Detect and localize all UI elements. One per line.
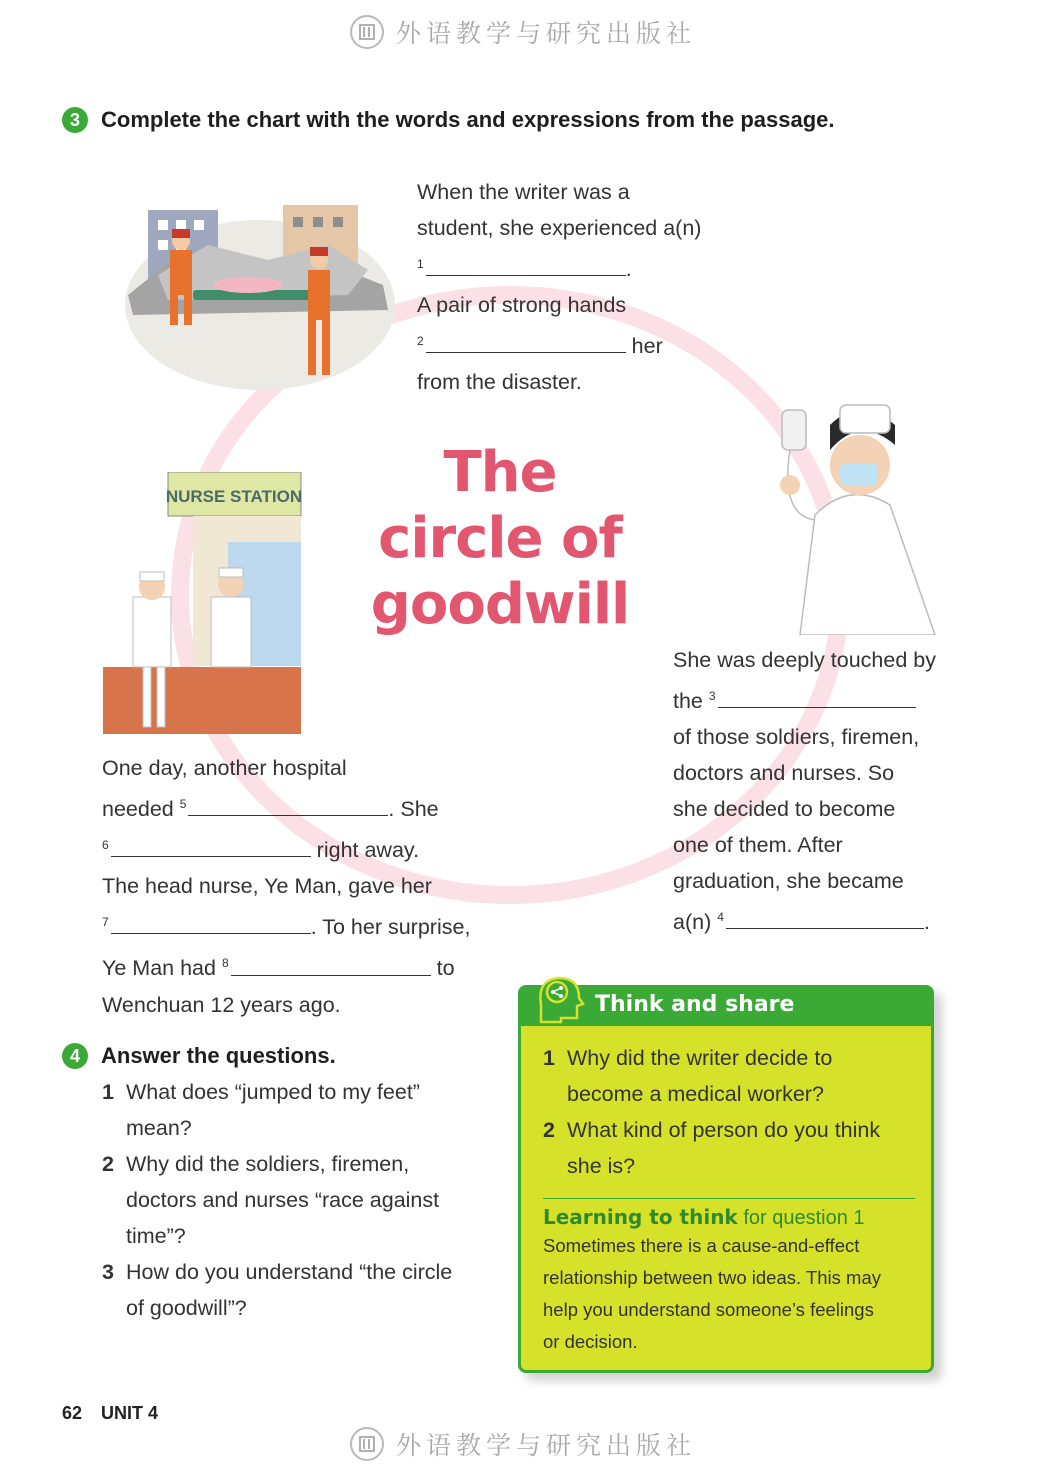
- box1-line: from the disaster.: [417, 370, 582, 395]
- question-number: 3: [102, 1260, 114, 1284]
- box2-line: one of them. After: [673, 833, 843, 858]
- question-item: [102, 1254, 452, 1326]
- question-text: What kind of person do you think: [567, 1118, 881, 1142]
- unit-label: UNIT 4: [101, 1403, 159, 1423]
- publisher-watermark-bottom: [350, 1424, 710, 1464]
- box3-text: Ye Man had: [102, 956, 216, 981]
- box2-line: of those soldiers, firemen,: [673, 725, 920, 750]
- box1-blank-line: [417, 323, 701, 364]
- box1-line: When the writer was a: [417, 180, 630, 204]
- exercise-number-badge: 3: [62, 107, 88, 133]
- nurse-station-sign: NURSE STATION: [165, 487, 303, 506]
- blank-number: 1: [417, 257, 424, 271]
- learning-to-think-rest: for question 1: [743, 1207, 865, 1229]
- box3-line: The head nurse, Ye Man, gave her: [102, 874, 432, 899]
- question-text: time”?: [126, 1224, 186, 1248]
- blank-6-input[interactable]: [111, 834, 311, 857]
- blank-number: 7: [102, 915, 109, 930]
- publisher-name: 外语教学与研究出版社: [396, 19, 697, 48]
- question-text: doctors and nurses “race against: [126, 1188, 440, 1212]
- question-number: 2: [102, 1152, 114, 1176]
- divider: [543, 1198, 915, 1199]
- exercise-number-badge: 4: [62, 1043, 88, 1069]
- page-footer: [62, 1403, 158, 1424]
- blank-5-input[interactable]: [188, 793, 388, 816]
- box3-text: . She: [388, 797, 439, 822]
- chart-box-3: [102, 750, 470, 1023]
- blank-1-input[interactable]: [426, 253, 626, 276]
- question-text: become a medical worker?: [567, 1082, 824, 1106]
- page-number: 62: [62, 1403, 83, 1423]
- question-text: she is?: [567, 1154, 636, 1178]
- think-and-share-title: Think and share: [595, 992, 795, 1017]
- question-number: 1: [543, 1046, 555, 1070]
- box2-text: a(n): [673, 910, 712, 935]
- learning-to-think-heading: [543, 1205, 865, 1230]
- publisher-watermark-top: [350, 12, 710, 52]
- question-text: What does “jumped to my feet”: [126, 1080, 420, 1104]
- box3-text: right away.: [316, 838, 420, 863]
- question-text: of goodwill”?: [126, 1296, 247, 1320]
- box1-line: A pair of strong hands: [417, 293, 627, 318]
- blank-number: 3: [708, 689, 716, 703]
- box3-blank-line: [102, 945, 470, 986]
- title-line: The: [443, 440, 557, 505]
- nurse-illustration: [760, 395, 960, 635]
- question-text: mean?: [126, 1116, 192, 1140]
- question-item: [543, 1112, 880, 1184]
- learning-to-think-bold: Learning to think: [543, 1205, 738, 1229]
- think-and-share-box: [518, 985, 934, 1373]
- question-text: Why did the writer decide to: [567, 1046, 833, 1070]
- blank-3-input[interactable]: [718, 685, 916, 708]
- box1-blank-line: $^1$ .: [417, 246, 701, 287]
- publisher-seal-icon: [350, 1427, 384, 1461]
- box3-blank-line: [102, 904, 470, 945]
- box1-line: student, she experienced a(n): [417, 216, 702, 240]
- question-number: 1: [102, 1080, 114, 1104]
- blank-number: 6: [102, 838, 109, 853]
- chart-box-2: [673, 642, 936, 940]
- blank-7-input[interactable]: [111, 911, 311, 934]
- box2-line: graduation, she became: [673, 869, 904, 894]
- box3-line: Wenchuan 12 years ago.: [102, 992, 341, 1017]
- learning-body-line: help you understand someone’s feelings: [543, 1299, 874, 1320]
- question-item: [543, 1040, 880, 1112]
- box2-text: the: [673, 689, 703, 714]
- box3-blank-line: [102, 827, 470, 868]
- title-line: goodwill: [370, 572, 630, 637]
- box3-text: . To her surprise,: [310, 915, 471, 940]
- learning-body-line: or decision.: [543, 1331, 638, 1352]
- box3-line: One day, another hospital: [102, 756, 347, 780]
- blank-8-input[interactable]: [231, 953, 431, 976]
- head-share-icon: [535, 974, 585, 1026]
- question-number: 2: [543, 1118, 555, 1142]
- box2-line: She was deeply touched by: [673, 648, 936, 672]
- nurse-station-illustration: [103, 472, 303, 734]
- blank-2-input[interactable]: [426, 330, 626, 353]
- blank-number: 2: [417, 334, 424, 349]
- question-item: [102, 1074, 452, 1146]
- chart-title: [355, 440, 645, 638]
- think-question-list: [543, 1040, 880, 1184]
- box2-blank-line: [673, 678, 936, 719]
- question-text: How do you understand “the circle: [126, 1260, 453, 1284]
- blank-number: 8: [221, 956, 229, 971]
- chart-box-1: [417, 174, 701, 400]
- exercise-instruction: Complete the chart with the words and expressions from the passage.: [101, 107, 835, 132]
- blank-number: 4: [717, 910, 724, 925]
- learning-body-line: relationship between two ideas. This may: [543, 1267, 881, 1288]
- box2-line: doctors and nurses. So: [673, 761, 895, 786]
- exercise-heading: Answer the questions.: [101, 1043, 336, 1068]
- question-item: [102, 1146, 452, 1254]
- blank-number: 5: [179, 797, 187, 811]
- box3-blank-line: [102, 786, 470, 827]
- box2-line: she decided to become: [673, 797, 896, 822]
- publisher-name: 外语教学与研究出版社: [396, 1431, 697, 1460]
- publisher-seal-icon: [350, 15, 384, 49]
- box3-text: to: [436, 956, 455, 981]
- learning-body-line: Sometimes there is a cause-and-effect: [543, 1235, 860, 1256]
- rescue-illustration: [118, 175, 403, 390]
- blank-4-input[interactable]: [726, 906, 924, 929]
- question-list: [102, 1074, 452, 1326]
- box3-text: needed: [102, 797, 174, 822]
- box2-blank-line: a(n) $^4$ .: [673, 899, 936, 940]
- box1-text: her: [631, 334, 663, 359]
- learning-to-think-body: [543, 1230, 881, 1358]
- question-text: Why did the soldiers, firemen,: [126, 1152, 410, 1176]
- title-line: circle of: [378, 506, 622, 571]
